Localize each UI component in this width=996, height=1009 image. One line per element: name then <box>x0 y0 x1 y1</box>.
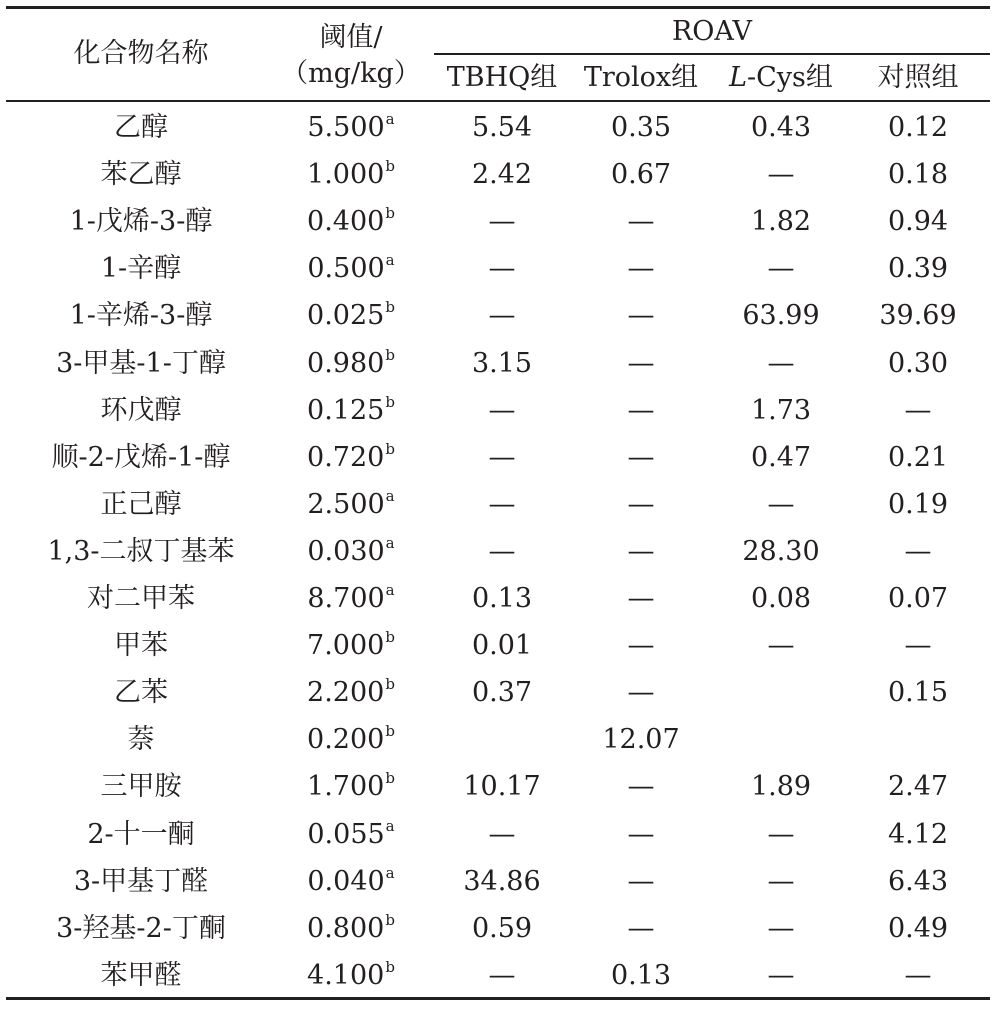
header-group-label: TBHQ组 <box>446 62 558 93</box>
compound-name: 正己醇 <box>100 488 182 520</box>
threshold-source-mark: b <box>385 722 395 741</box>
compound-name: 顺-2-戊烯-1-醇 <box>51 441 231 473</box>
roav-value: 0.47 <box>750 441 812 473</box>
threshold-value: 7.000 <box>307 630 385 662</box>
roav-value: — <box>767 253 795 285</box>
threshold-cell <box>276 481 426 528</box>
header-compound-name: 化合物名称 <box>73 38 209 69</box>
threshold-source-mark: b <box>385 204 395 223</box>
compound-name: 苯乙醇 <box>100 159 182 191</box>
roav-value: — <box>488 206 516 238</box>
header-threshold <box>276 22 426 90</box>
roav-value: 12.07 <box>602 724 680 756</box>
compound-name: 3-羟基-2-丁酮 <box>56 912 226 944</box>
header-group-2 <box>711 62 851 94</box>
roav-value: — <box>627 441 655 473</box>
threshold-source-mark: a <box>385 581 395 599</box>
threshold-cell <box>276 292 426 339</box>
threshold-value: 2.200 <box>307 677 385 709</box>
threshold-value: 0.400 <box>307 206 385 238</box>
roav-value: 5.54 <box>471 112 533 143</box>
threshold-source-mark: b <box>385 628 395 647</box>
roav-value: — <box>488 394 516 426</box>
header-group-3 <box>848 62 988 94</box>
roav-value <box>711 716 851 763</box>
roav-value: — <box>627 583 655 614</box>
compound-name: 对二甲苯 <box>87 583 195 614</box>
compound-name: 萘 <box>127 724 155 756</box>
compound-name: 2-十一酮 <box>87 818 195 850</box>
roav-value: 6.43 <box>887 865 949 897</box>
threshold-value: 0.025 <box>307 300 385 332</box>
roav-value: 63.99 <box>742 300 820 332</box>
roav-value: — <box>488 300 516 332</box>
roav-value: 34.86 <box>463 865 541 897</box>
roav-value: 0.21 <box>887 441 949 473</box>
roav-value: — <box>627 865 655 897</box>
threshold-cell <box>276 905 426 952</box>
threshold-value: 1.700 <box>307 771 385 803</box>
threshold-value: 0.980 <box>307 347 385 379</box>
header-rule <box>6 100 990 102</box>
roav-value: 39.69 <box>879 300 957 332</box>
threshold-value: 0.040 <box>307 865 385 897</box>
threshold-source-mark: b <box>385 157 395 176</box>
roav-value: — <box>767 818 795 850</box>
roav-value: — <box>488 441 516 473</box>
roav-value: — <box>627 630 655 662</box>
threshold-cell <box>276 151 426 198</box>
threshold-source-mark: a <box>385 816 395 835</box>
roav-value: 1.73 <box>750 394 812 426</box>
roav-value: 0.18 <box>887 159 949 191</box>
threshold-value: 0.720 <box>307 441 385 473</box>
roav-value: — <box>767 488 795 520</box>
roav-value: — <box>627 771 655 803</box>
roav-value: — <box>488 488 516 520</box>
threshold-source-mark: a <box>385 533 395 552</box>
compound-name: 1-辛醇 <box>100 253 182 285</box>
roav-value: — <box>627 300 655 332</box>
threshold-value: 5.500 <box>307 112 385 143</box>
roav-value: 0.67 <box>610 159 672 191</box>
roav-value: — <box>627 394 655 426</box>
threshold-source-mark: a <box>385 863 395 882</box>
header-group-0 <box>432 62 572 94</box>
compound-name: 乙苯 <box>114 677 168 709</box>
roav-value <box>848 716 988 763</box>
compound-name: 1-辛烯-3-醇 <box>69 300 213 332</box>
roav-value: — <box>627 206 655 238</box>
roav-value: — <box>767 347 795 379</box>
roav-value: 0.19 <box>887 488 949 520</box>
roav-value: 0.94 <box>887 206 949 238</box>
roav-value: — <box>904 394 932 426</box>
roav-value: 4.12 <box>887 818 949 850</box>
threshold-cell <box>276 245 426 292</box>
roav-value: 0.13 <box>610 959 672 991</box>
threshold-value: 2.500 <box>307 488 385 520</box>
roav-value: 2.47 <box>887 771 949 803</box>
roav-value: — <box>904 959 932 991</box>
roav-value <box>432 716 572 763</box>
threshold-cell <box>276 622 426 669</box>
threshold-cell <box>276 669 426 716</box>
roav-value: 0.01 <box>471 630 533 662</box>
roav-value: 1.82 <box>750 206 812 238</box>
threshold-source-mark: b <box>385 957 395 976</box>
threshold-source-mark: a <box>385 486 395 505</box>
header-threshold-unit: （mg/kg） <box>281 58 421 89</box>
compound-name: 1,3-二叔丁基苯 <box>47 535 235 567</box>
roav-value: 0.49 <box>887 912 949 944</box>
header-roav: ROAV <box>671 16 753 47</box>
roav-value: — <box>767 959 795 991</box>
compound-name: 乙醇 <box>114 112 168 143</box>
header-group-label: 对照组 <box>877 62 959 93</box>
roav-value: 0.15 <box>887 677 949 709</box>
threshold-cell <box>276 340 426 387</box>
threshold-cell <box>276 811 426 858</box>
threshold-cell <box>276 387 426 434</box>
threshold-cell <box>276 575 426 622</box>
roav-value: — <box>488 818 516 850</box>
roav-value: 1.89 <box>750 771 812 803</box>
roav-value: — <box>627 535 655 567</box>
roav-value: 0.35 <box>610 112 672 143</box>
compound-name: 环戊醇 <box>100 394 182 426</box>
roav-value: — <box>627 677 655 709</box>
threshold-value: 0.125 <box>307 394 385 426</box>
threshold-value: 0.800 <box>307 912 385 944</box>
threshold-value: 0.030 <box>307 535 385 567</box>
roav-value: 28.30 <box>742 535 820 567</box>
roav-value: 0.43 <box>750 112 812 143</box>
roav-value: 0.30 <box>887 347 949 379</box>
roav-value: — <box>767 159 795 191</box>
threshold-source-mark: b <box>385 675 395 694</box>
compound-name: 三甲胺 <box>100 771 182 803</box>
roav-value: 0.59 <box>471 912 533 944</box>
threshold-source-mark: a <box>385 251 395 270</box>
compound-name: 甲苯 <box>114 630 168 662</box>
threshold-value: 0.200 <box>307 724 385 756</box>
roav-value: — <box>904 535 932 567</box>
roav-value: 0.39 <box>887 253 949 285</box>
threshold-source-mark: b <box>385 910 395 929</box>
threshold-cell <box>276 434 426 481</box>
roav-value: — <box>767 865 795 897</box>
roav-value: 0.08 <box>750 583 812 614</box>
roav-value: — <box>627 347 655 379</box>
roav-underline <box>434 53 990 55</box>
threshold-cell <box>276 952 426 999</box>
roav-value: 0.37 <box>471 677 533 709</box>
roav-value: 0.07 <box>887 583 949 614</box>
threshold-value: 8.700 <box>307 583 385 614</box>
threshold-source-mark: b <box>385 345 395 364</box>
header-group-label: Trolox组 <box>583 62 699 93</box>
roav-value: 3.15 <box>471 347 533 379</box>
header-group-italic: L <box>729 62 748 93</box>
header-threshold-label: 阈值/ <box>319 22 383 53</box>
threshold-value: 0.500 <box>307 253 385 285</box>
threshold-cell <box>276 716 426 763</box>
compound-name: 苯甲醛 <box>100 959 182 991</box>
compound-name: 3-甲基丁醛 <box>73 865 209 897</box>
roav-value: — <box>767 912 795 944</box>
threshold-source-mark: b <box>385 769 395 788</box>
header-group-label: -Cys组 <box>747 62 833 93</box>
roav-value: — <box>627 912 655 944</box>
roav-value: 0.13 <box>471 583 533 614</box>
roav-value: 0.12 <box>887 112 949 143</box>
threshold-source-mark: b <box>385 298 395 317</box>
roav-value: — <box>767 630 795 662</box>
top-rule <box>6 6 990 9</box>
roav-value: — <box>627 488 655 520</box>
roav-value: 2.42 <box>471 159 533 191</box>
roav-value: — <box>904 630 932 662</box>
threshold-source-mark: b <box>385 439 395 458</box>
roav-value: 10.17 <box>463 771 541 803</box>
roav-value: — <box>627 818 655 850</box>
threshold-value: 4.100 <box>307 959 385 991</box>
threshold-cell <box>276 763 426 810</box>
threshold-value: 0.055 <box>307 818 385 850</box>
threshold-value: 1.000 <box>307 159 385 191</box>
threshold-cell <box>276 198 426 245</box>
threshold-source-mark: a <box>385 110 395 128</box>
roav-value: — <box>488 959 516 991</box>
roav-value: — <box>488 253 516 285</box>
threshold-cell <box>276 528 426 575</box>
header-group-1 <box>571 62 711 94</box>
roav-value: — <box>627 253 655 285</box>
roav-value: — <box>488 535 516 567</box>
threshold-source-mark: b <box>385 392 395 411</box>
threshold-cell <box>276 104 426 151</box>
threshold-cell <box>276 858 426 905</box>
compound-name: 3-甲基-1-丁醇 <box>56 347 226 379</box>
roav-value <box>711 669 851 716</box>
compound-name: 1-戊烯-3-醇 <box>69 206 213 238</box>
